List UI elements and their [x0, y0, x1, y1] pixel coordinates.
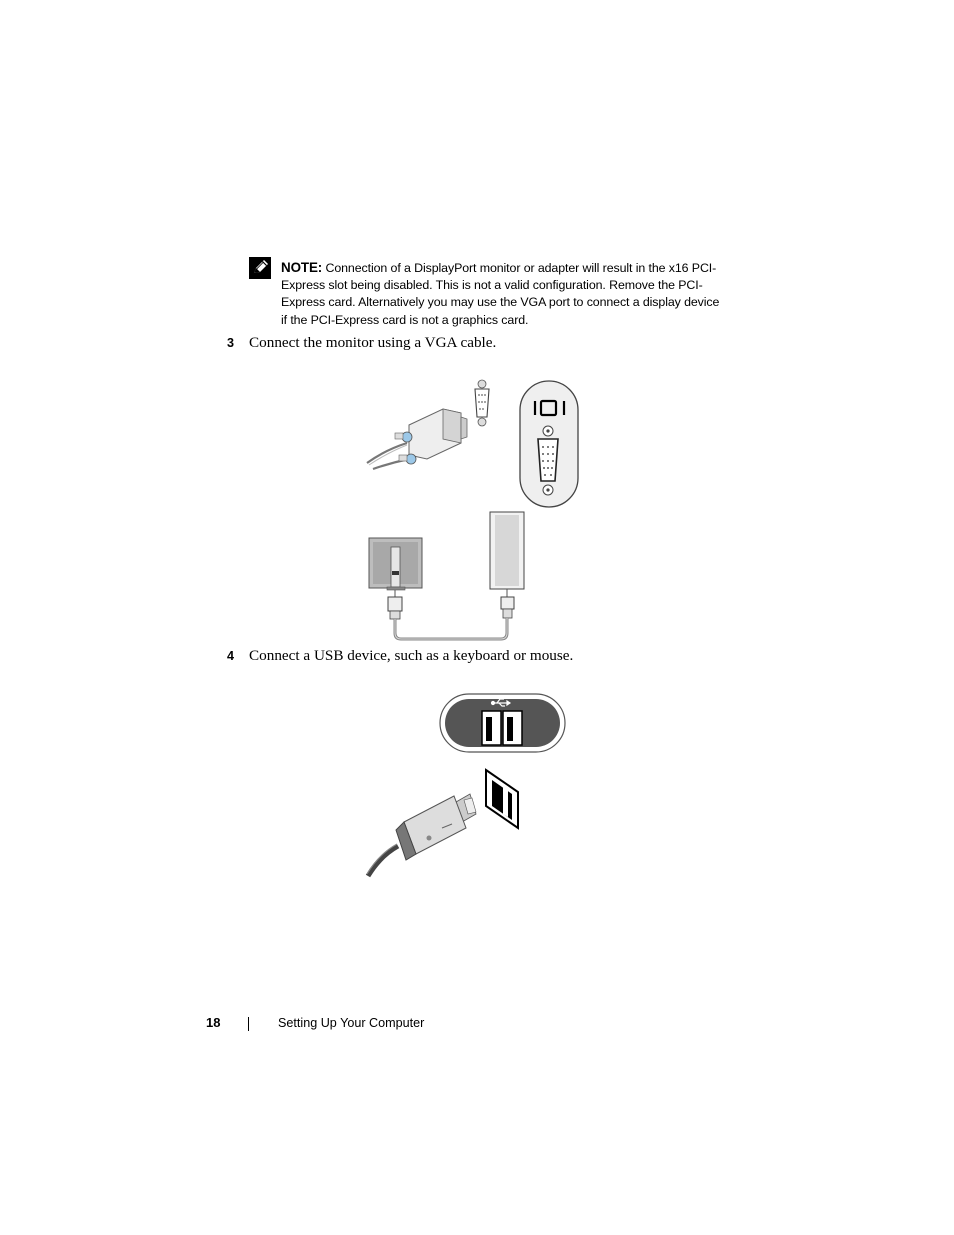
usb-connection-illustration	[362, 690, 572, 882]
step-number: 3	[227, 336, 235, 350]
step-text: Connect the monitor using a VGA cable.	[249, 334, 497, 351]
pencil-note-icon	[249, 257, 271, 279]
footer-divider	[248, 1017, 249, 1031]
usb-port-panel	[440, 694, 565, 752]
vga-plug-icon	[395, 409, 467, 464]
note-label: NOTE:	[281, 260, 323, 275]
page-number: 18	[206, 1015, 221, 1030]
monitor-icon	[369, 538, 422, 619]
note-text: Connection of a DisplayPort monitor or adapter will result in the x16 PCI-Express slot being disabled. This is not a valid configuration. Remove the PCI-Express card. Alternatively you may use the VGA port to connect a display device if the PCI-Express card is not a graphics card.	[281, 261, 720, 327]
footer-section-title: Setting Up Your Computer	[278, 1016, 425, 1030]
usb-port-icon	[482, 711, 501, 745]
usb-receptacle-icon	[486, 770, 518, 828]
step-text: Connect a USB device, such as a keyboard or mouse.	[249, 647, 574, 664]
usb-plug-icon	[396, 794, 476, 860]
step-number: 4	[227, 649, 235, 663]
vga-connection-illustration	[365, 375, 585, 643]
vga-port-small-icon	[475, 380, 489, 426]
computer-tower-icon	[490, 512, 524, 618]
usb-port-icon	[503, 711, 522, 745]
note-block	[281, 259, 721, 329]
vga-port-panel	[520, 381, 578, 507]
